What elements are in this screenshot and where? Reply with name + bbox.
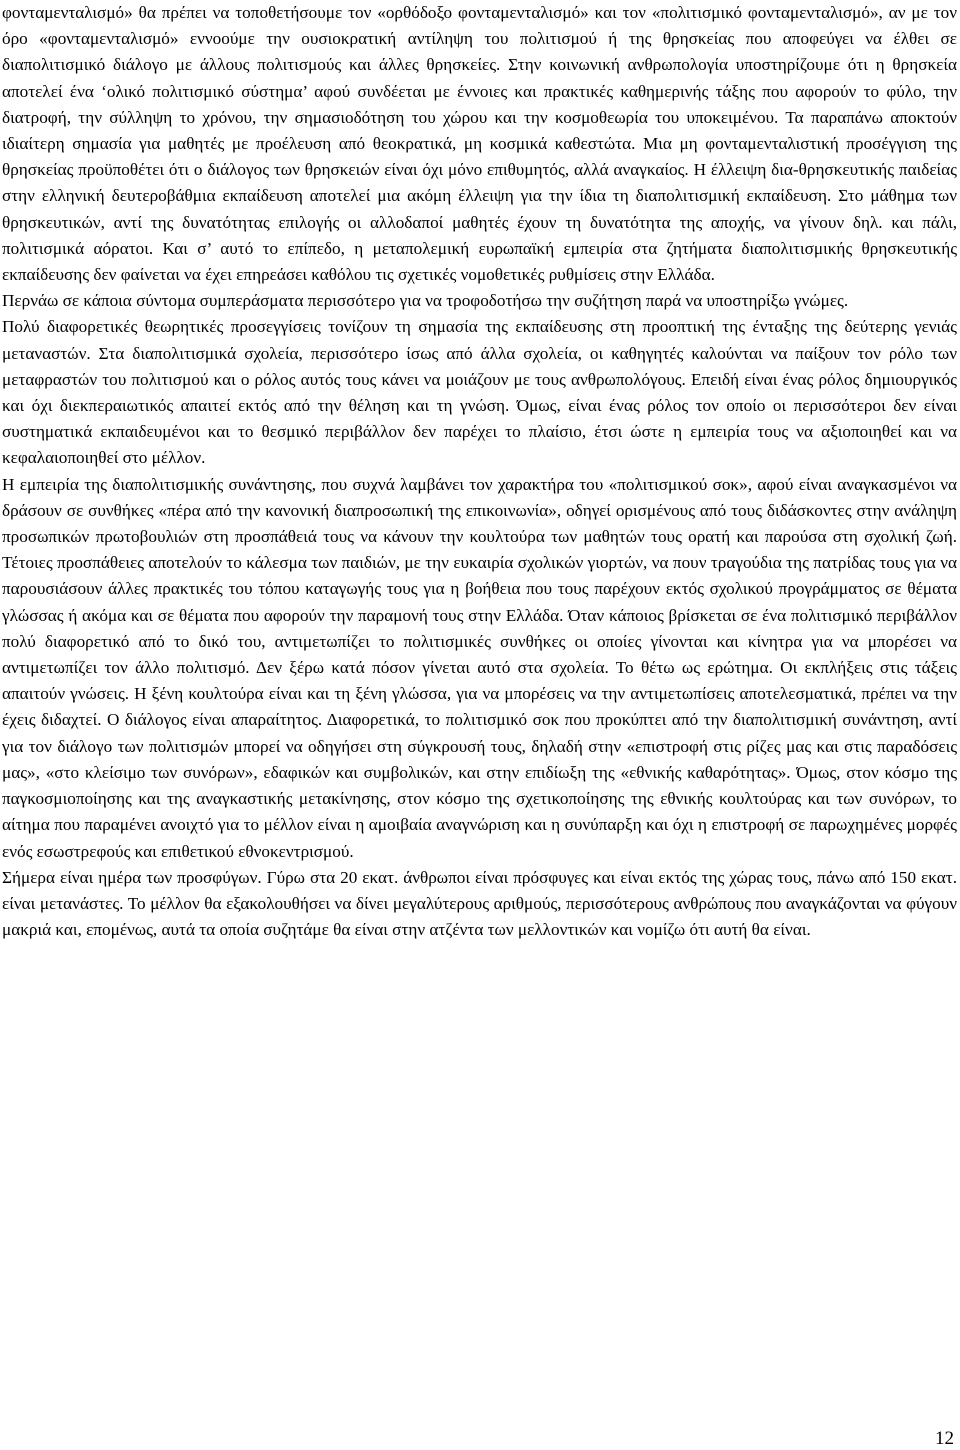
paragraph-conclusions-intro: Περνάω σε κάποια σύντομα συμπεράσματα περισσότερο για να τροφοδοτήσω την συζήτηση παρά να υποστηρίξω γνώμες. <box>2 291 849 311</box>
paragraph-intercultural-encounter: Η εμπειρία της διαπολιτισμικής συνάντησης, που συχνά λαμβάνει τον χαρακτήρα του «πολιτισμικού σοκ», αφού είναι αναγκασμένοι να δράσουν σε συνθήκες «πέρα από την κανονική διαπροσωπική της επικοινωνία», οδηγεί ορισμένους από τους διδάσκοντες στην ανάληψη προσωπικών πρωτοβουλιών στη προσπάθειά τους να κάνουν την κουλτούρα των μαθητών τους ορατή και παρούσα στη σχολική ζωή. Τέτοιες προσπάθειες αποτελούν το κάλεσμα των παιδιών, με την ευκαιρία σχολικών γιορτών, να πουν τραγούδια της πατρίδας τους για να παρουσιάσουν άλλες πρακτικές του τόπου καταγωγής τους για η βοήθεια που τους παρέχουν εκτός σχολικού προγράμματος σε θέματα γλώσσας ή ακόμα και σε θέματα που αφορούν την παραμονή τους στην Ελλάδα. Όταν κάποιος βρίσκεται σε ένα πολιτισμικό περιβάλλον πολύ διαφορετικό από το δικό του, αντιμετωπίζει το πολιτισμικές συνθήκες οι οποίες γίνονται και κίνητρα για να μπορέσει να αντιμετωπίζει τον άλλο πολιτισμό. Δεν ξέρω κατά πόσον γίνεται αυτό στα σχολεία. Το θέτω ως ερώτημα. Οι εκπλήξεις στις τάξεις απαιτούν γνώσεις. Η ξένη κουλτούρα είναι και τη ξένη γλώσσα, για να μπορέσεις να την αντιμετωπίσεις αποτελεσματικά, πρέπει να την έχεις διδαχτεί. Ο διάλογος είναι απαραίτητος. Διαφορετικά, το πολιτισμικό σοκ που προκύπτει από την διαπολιτισμική συνάντηση, αντί για τον διάλογο των πολιτισμών μπορεί να οδηγήσει στη σύγκρουσή τους, δηλαδή στην «επιστροφή στις ρίζες μας και στις παραδόσεις μας», «στο κλείσιμο των συνόρων», εδαφικών και συμβολικών, και στην επιδίωξη της «εθνικής καθαρότητας». Όμως, στον κόσμο της παγκοσμιοποίησης και της αναγκαστικής μετακίνησης, στον κόσμο της σχετικοποίησης της εθνικής κουλτούρας και των συνόρων, το αίτημα που παραμένει ανοιχτό για το μέλλον είναι η αμοιβαία αναγνώριση και η συνύπαρξη και όχι η επιστροφή σε παρωχημένες μορφές ενός εσωστρεφούς και επιθετικού εθνοκεντρισμού. <box>2 474 957 861</box>
paragraph-fundamentalism-religion: φονταμενταλισμό» θα πρέπει να τοποθετήσουμε τον «ορθόδοξο φονταμενταλισμό» και τον «πολιτισμικό φονταμενταλισμό», αν με τον όρο «φονταμενταλισμό» εννοούμε την ουσιοκρατική αντίληψη του πολιτισμού ή της θρησκείας που αποφεύγει να έλθει σε διαπολιτισμικό διάλογο με άλλους πολιτισμούς και άλλες θρησκείες. Στην κοινωνική ανθρωπολογία υποστηρίζουμε ότι η θρησκεία αποτελεί ένα ‘ολικό πολιτισμικό σύστημα’ αφού συνδέεται με έννοιες και πρακτικές καθημερινής τάξης που αφορούν το φύλο, την διατροφή, την σύλληψη το χρόνου, την σημασιοδότηση του χώρου και την κοσμοθεωρία του υποκειμένου. Τα παραπάνω αποκτούν ιδιαίτερη σημασία για μαθητές με προέλευση από θεοκρατικά, μη κοσμικά καθεστώτα. Μια μη φονταμενταλιστική προσέγγιση της θρησκείας προϋποθέτει ότι ο διάλογος των θρησκειών είναι όχι μόνο επιθυμητός, αλλά αναγκαίος. Η έλλειψη δια-θρησκευτικής παιδείας στην ελληνική δευτεροβάθμια εκπαίδευση αποτελεί μια ακόμη έλλειψη για την ίδια τη διαπολιτισμική εκπαίδευση. Στο μάθημα των θρησκευτικών, αντί της δυνατότητας επιλογής οι αλλοδαποί μαθητές έχουν τη δυνατότητα της αποχής, να γίνουν δηλ. και πάλι, πολιτισμικά αόρατοι. Και σ’ αυτό το επίπεδο, η μεταπολεμική ευρωπαϊκή εμπειρία στα ζητήματα διαπολιτισμικής θρησκευτικής εκπαίδευσης δεν φαίνεται να έχει επηρεάσει καθόλου τις σχετικές νομοθετικές ρυθμίσεις στην Ελλάδα. <box>2 3 957 285</box>
paragraph-teachers-role: Πολύ διαφορετικές θεωρητικές προσεγγίσεις τονίζουν τη σημασία της εκπαίδευσης στη προοπτική της ένταξης της δεύτερης γενιάς μεταναστών. Στα διαπολιτισμικά σχολεία, περισσότερο ίσως από άλλα σχολεία, οι καθηγητές καλούνται να παίξουν τον ρόλο των μεταφραστών του πολιτισμού και ο ρόλος αυτός τους κάνει να μοιάζουν με τους ανθρωπολόγους. Επειδή είναι ένας ρόλος δημιουργικός και όχι διεκπεραιωτικός απαιτεί εκτός από την θέληση και τη γνώση. Όμως, είναι ένας ρόλος τον οποίο οι περισσότεροι δεν είναι συστηματικά εκπαιδευμένοι και το θεσμικό περιβάλλον δεν παρέχει το πλαίσιο, έτσι ώστε η εμπειρία τους να αξιοποιηθεί και να κεφαλαιοποιηθεί στο μέλλον. <box>2 317 957 468</box>
page-number: 12 <box>935 1428 954 1449</box>
paragraph-refugees-day: Σήμερα είναι ημέρα των προσφύγων. Γύρω στα 20 εκατ. άνθρωποι είναι πρόσφυγες και είναι εκτός της χώρας τους, πάνω από 150 εκατ. είναι μετανάστες. Το μέλλον θα εξακολουθήσει να δίνει μεγαλύτερους αριθμούς, περισσότερους ανθρώπους που αναγκάζονται να φύγουν μακριά και, επομένως, αυτά τα οποία συζητάμε θα είναι στην ατζέντα των μελλοντικών και νομίζω ότι αυτή θα είναι. <box>2 867 957 940</box>
document-body <box>2 0 957 943</box>
